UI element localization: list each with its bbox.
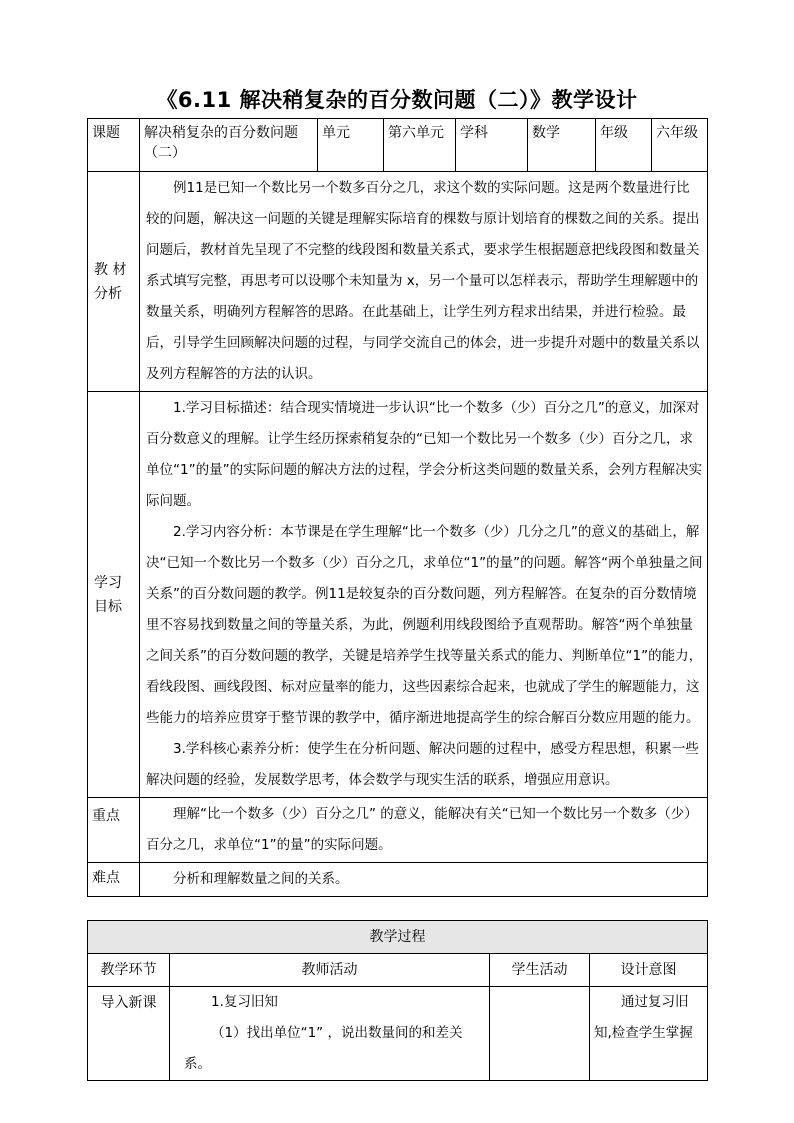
jiaocai-label-line2: 分析 bbox=[94, 285, 122, 302]
mubiao-label bbox=[88, 392, 140, 798]
col-student: 学生活动 bbox=[490, 954, 590, 987]
jiaocai-content bbox=[140, 172, 708, 392]
mubiao-p1: 1.学习目标描述：结合现实情境进一步认识“比一个数多（少）百分之几”的意义，加深对百分数意义的理解。让学生经历探索稍复杂的“已知一个数比另一个数多（少）百分之几，求单位“1”的量”的实际问题的解决方法的过程，学会分析这类问题的数量关系，会列方程解决实际问题。 bbox=[146, 400, 703, 509]
nandian-label: 难点 bbox=[88, 863, 140, 897]
process-columns-row bbox=[88, 954, 708, 987]
keti-value: 解决稍复杂的百分数问题（二） bbox=[140, 119, 318, 172]
row-teacher-line2: （1）找出单位“1” ，说出数量间的和差关系。 bbox=[184, 1025, 463, 1072]
col-stage: 教学环节 bbox=[88, 954, 170, 987]
mubiao-row bbox=[88, 392, 708, 798]
nandian-content bbox=[140, 863, 708, 897]
process-table bbox=[87, 920, 708, 1081]
col-intent: 设计意图 bbox=[590, 954, 708, 987]
nianji-value: 六年级 bbox=[652, 119, 708, 172]
mubiao-p2: 2.学习内容分析：本节课是在学生理解“比一个数多（少）几分之几”的意义的基础上，解决“已知一个数比另一个数多（少）百分之几，求单位“1”的量”的问题。解答“两个单独量之间关系”的百分数问题的教学。例11是较复杂的百分数问题，列方程解答。在复杂的百分数情境里不容易找到数量之间的等量关系，为此，例题利用线段图给予直观帮助。解答“两个单独量之间关系”的百分数问题的教学，关键是培养学生找等量关系式的能力、判断单位“1”的能力，看线段图、画线段图、标对应量率的能力，这些因素综合起来，也就成了学生的解题能力，这些能力的培养应贯穿于整节课的教学中，循序渐进地提高学生的综合解百分数应用题的能力。 bbox=[146, 524, 703, 726]
lesson-info-table bbox=[87, 118, 708, 897]
zhongdian-content bbox=[140, 798, 708, 863]
zhongdian-text: 理解“比一个数多（少）百分之几” 的意义，能解决有关“已知一个数比另一个数多（少）百分之几，求单位“1”的量”的实际问题。 bbox=[146, 806, 698, 853]
keti-label: 课题 bbox=[88, 119, 140, 172]
jiaocai-label bbox=[88, 172, 140, 392]
info-row bbox=[88, 119, 708, 172]
row-teacher-line1: 1.复习旧知 bbox=[211, 994, 278, 1010]
jiaocai-label-line1: 教 材 bbox=[94, 261, 127, 278]
nandian-text: 分析和理解数量之间的关系。 bbox=[173, 871, 349, 887]
process-header: 教学过程 bbox=[88, 921, 708, 954]
mubiao-content bbox=[140, 392, 708, 798]
row-stage: 导入新课 bbox=[88, 987, 170, 1081]
row-intent-text: 通过复习旧知,检查学生掌握 bbox=[594, 994, 693, 1041]
mubiao-label-line2: 目标 bbox=[94, 598, 122, 615]
danyuan-value: 第六单元 bbox=[384, 119, 456, 172]
nandian-row bbox=[88, 863, 708, 897]
danyuan-label: 单元 bbox=[318, 119, 384, 172]
jiaocai-text: 例11是已知一个数比另一个数多百分之几，求这个数的实际问题。这是两个数量进行比较的问题，解决这一问题的关键是理解实际培育的棵数与原计划培育的棵数之间的关系。提出问题后，教材首先呈现了不完整的线段图和数量关系式，要求学生根据题意把线段图和数量关系式填写完整，再思考可以设哪个未知量为 x，另一个量可以怎样表示，帮助学生理解题中的数量关系，明确列方程解答的思路。在此基础上，让学生列方程求出结果，并进行检验。最后，引导学生回顾解决问题的过程，与同学交流自己的体会，进一步提升对题中的数量关系以及列方程解答的方法的认识。 bbox=[146, 180, 700, 382]
col-teacher: 教师活动 bbox=[170, 954, 490, 987]
row-teacher bbox=[170, 987, 490, 1081]
process-row bbox=[88, 987, 708, 1081]
mubiao-label-line1: 学习 bbox=[94, 574, 122, 591]
row-student bbox=[490, 987, 590, 1081]
page-title: 《6.11 解决稍复杂的百分数问题（二）》教学设计 bbox=[156, 88, 638, 112]
process-header-row bbox=[88, 921, 708, 954]
row-intent bbox=[590, 987, 708, 1081]
zhongdian-label: 重点 bbox=[88, 798, 140, 863]
jiaocai-row bbox=[88, 172, 708, 392]
xueke-value: 数学 bbox=[528, 119, 596, 172]
nianji-label: 年级 bbox=[596, 119, 652, 172]
mubiao-p3: 3.学科核心素养分析：使学生在分析问题、解决问题的过程中，感受方程思想，积累一些解决问题的经验，发展数学思考，体会数学与现实生活的联系，增强应用意识。 bbox=[146, 741, 699, 788]
xueke-label: 学科 bbox=[456, 119, 528, 172]
zhongdian-row bbox=[88, 798, 708, 863]
